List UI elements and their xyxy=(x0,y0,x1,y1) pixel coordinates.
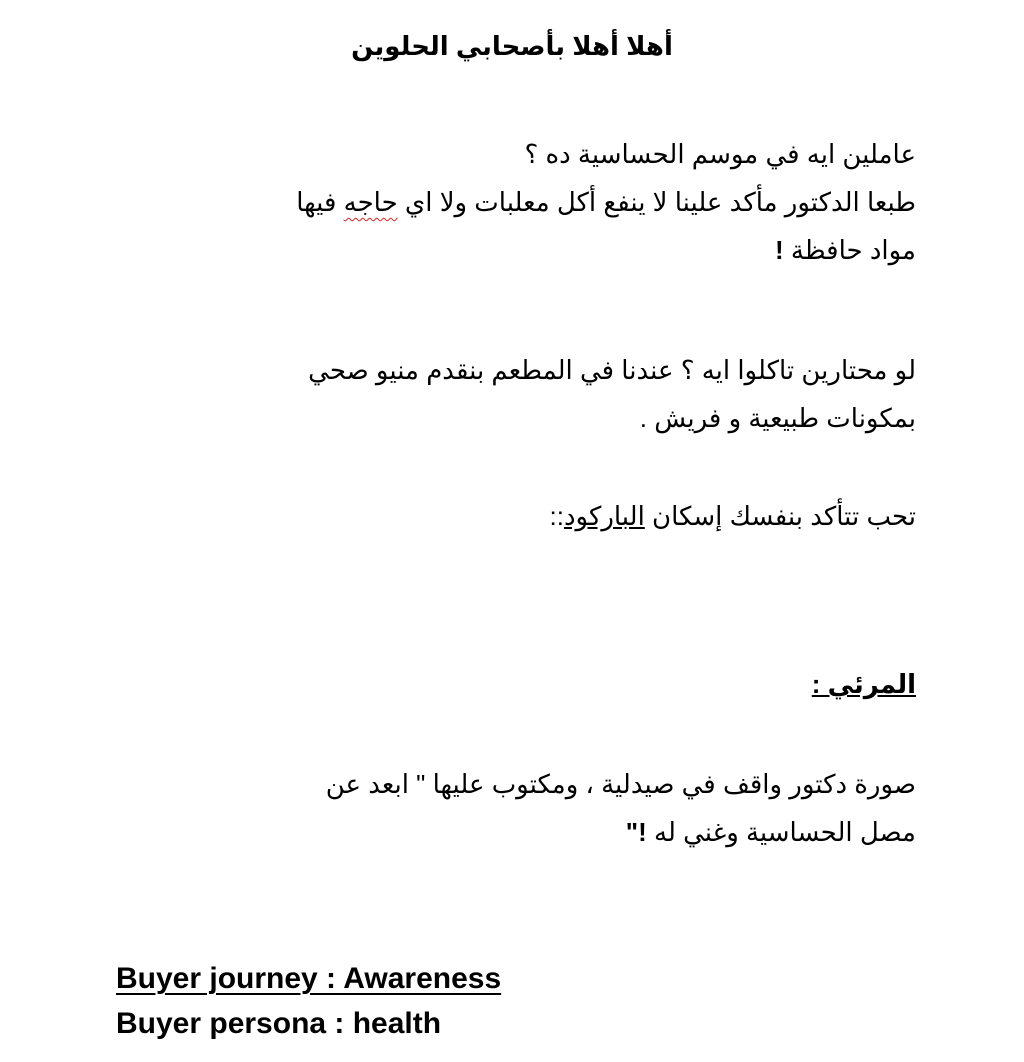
buyer-persona-heading: Buyer persona : health xyxy=(116,1007,442,1040)
paragraph-line: عاملين ايه في موسم الحساسية ده ؟ xyxy=(524,139,916,169)
text-run: :: xyxy=(549,501,564,531)
paragraph-line: لو محتارين تاكلوا ايه ؟ عندنا في المطعم بنقدم منيو صحي xyxy=(308,355,916,385)
spellcheck-flagged-word[interactable]: حاجه xyxy=(343,187,398,217)
document-title: أهلا أهلا بأصحابي الحلوين xyxy=(351,31,673,61)
underlined-word-barcode: الباركود xyxy=(563,501,645,531)
paragraph-barcode xyxy=(116,492,916,540)
closing-mark: !" xyxy=(625,817,647,847)
text-run: مواد حافظة xyxy=(783,235,916,265)
text-run: طبعا الدكتور مأكد علينا لا ينفع أكل معلبات ولا اي xyxy=(397,187,916,217)
paragraph-season-question xyxy=(116,130,916,178)
paragraph-visual-description xyxy=(116,760,916,808)
paragraph-preservatives xyxy=(116,226,916,274)
buyer-journey-heading: Buyer journey : Awareness xyxy=(116,962,502,995)
paragraph-line: صورة دكتور واقف في صيدلية ، ومكتوب عليها " ابعد عن xyxy=(325,769,916,799)
text-run: مصل الحساسية وغني له xyxy=(646,817,916,847)
paragraph-natural-ingredients xyxy=(116,394,916,442)
paragraph-visual-caption xyxy=(116,808,916,856)
text-run: فيها xyxy=(296,187,344,217)
paragraph-restaurant-menu xyxy=(116,346,916,394)
visual-section-heading: المرئي : xyxy=(811,669,916,699)
text-run: تحب تتأكد بنفسك إسكان xyxy=(644,501,916,531)
paragraph-doctor-advice xyxy=(116,178,916,226)
exclamation-mark: ! xyxy=(775,235,784,265)
paragraph-line: بمكونات طبيعية و فريش . xyxy=(639,403,916,433)
